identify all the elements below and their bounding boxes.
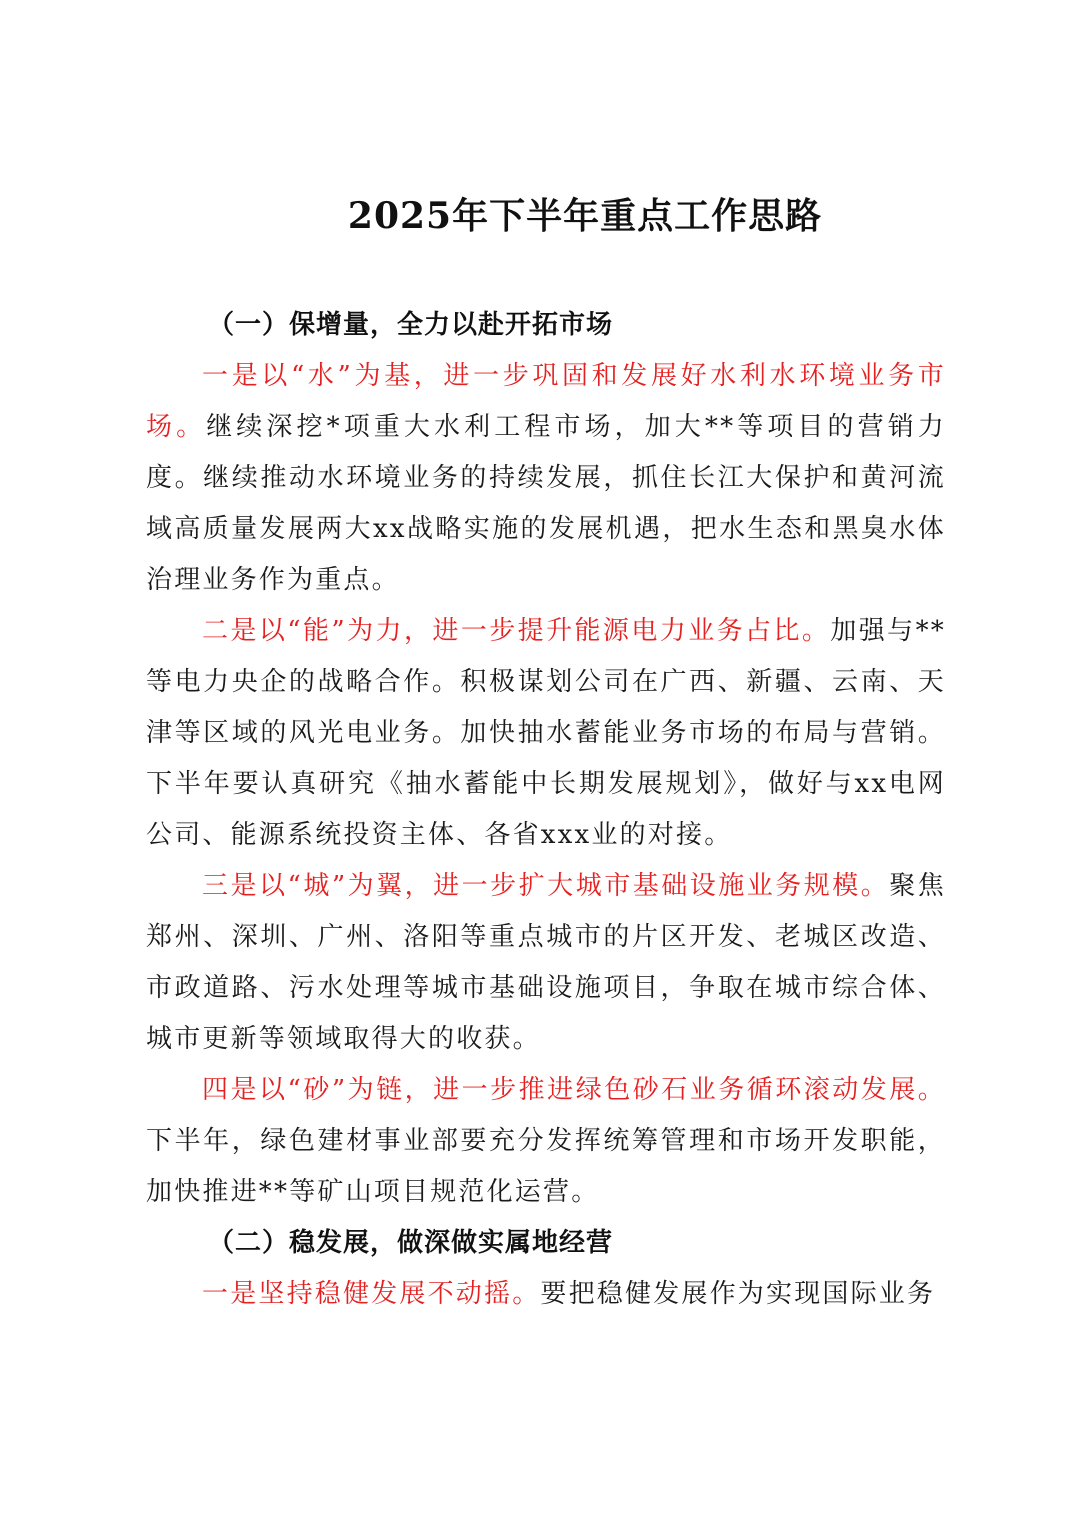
paragraph-body: 加强与**等电力央企的战略合作。积极谋划公司在广西、新疆、云南、天津等区域的风光电业务。加快抽水蓄能业务市场的布局与营销。下半年要认真研究《抽水蓄能中长期发展规划》，做好与xx电网公司、能源系统投资主体、各省xxx业的对接。 — [146, 616, 946, 850]
paragraph-water — [146, 351, 946, 606]
paragraph-lead: 三是以“城”为翼，进一步扩大城市基础设施业务规模。 — [202, 871, 890, 901]
paragraph-body: 聚焦郑州、深圳、广州、洛阳等重点城市的片区开发、老城区改造、市政道路、污水处理等城市基础设施项目，争取在城市综合体、城市更新等领域取得大的收获。 — [146, 871, 946, 1054]
paragraph-city — [146, 861, 946, 1065]
paragraph-lead: 二是以“能”为力，进一步提升能源电力业务占比。 — [202, 616, 831, 646]
paragraph-lead: 一是以“水”为基，进一步巩固和发展好水利水环境业务市场。 — [146, 361, 946, 442]
paragraph-sand — [146, 1065, 946, 1218]
paragraph-body: 要把稳健发展作为实现国际业务 — [540, 1279, 936, 1309]
paragraph-steady — [146, 1269, 946, 1320]
document-title: 2025年下半年重点工作思路 — [347, 195, 823, 237]
section-heading-1: （一）保增量，全力以赴开拓市场 — [208, 310, 614, 340]
paragraph-lead: 四是以“砂”为链，进一步推进绿色砂石业务循环滚动发展。 — [202, 1075, 946, 1105]
section-heading-2: （二）稳发展，做深做实属地经营 — [208, 1228, 614, 1258]
paragraph-lead: 一是坚持稳健发展不动摇。 — [202, 1279, 541, 1309]
paragraph-body: 继续深挖*项重大水利工程市场，加大**等项目的营销力度。继续推动水环境业务的持续发展，抓住长江大保护和黄河流域高质量发展两大xx战略实施的发展机遇，把水生态和黑臭水体治理业务作为重点。 — [146, 412, 946, 595]
document-body — [146, 300, 946, 1320]
paragraph-body: 下半年，绿色建材事业部要充分发挥统筹管理和市场开发职能，加快推进**等矿山项目规范化运营。 — [146, 1126, 946, 1207]
paragraph-energy — [146, 606, 946, 861]
